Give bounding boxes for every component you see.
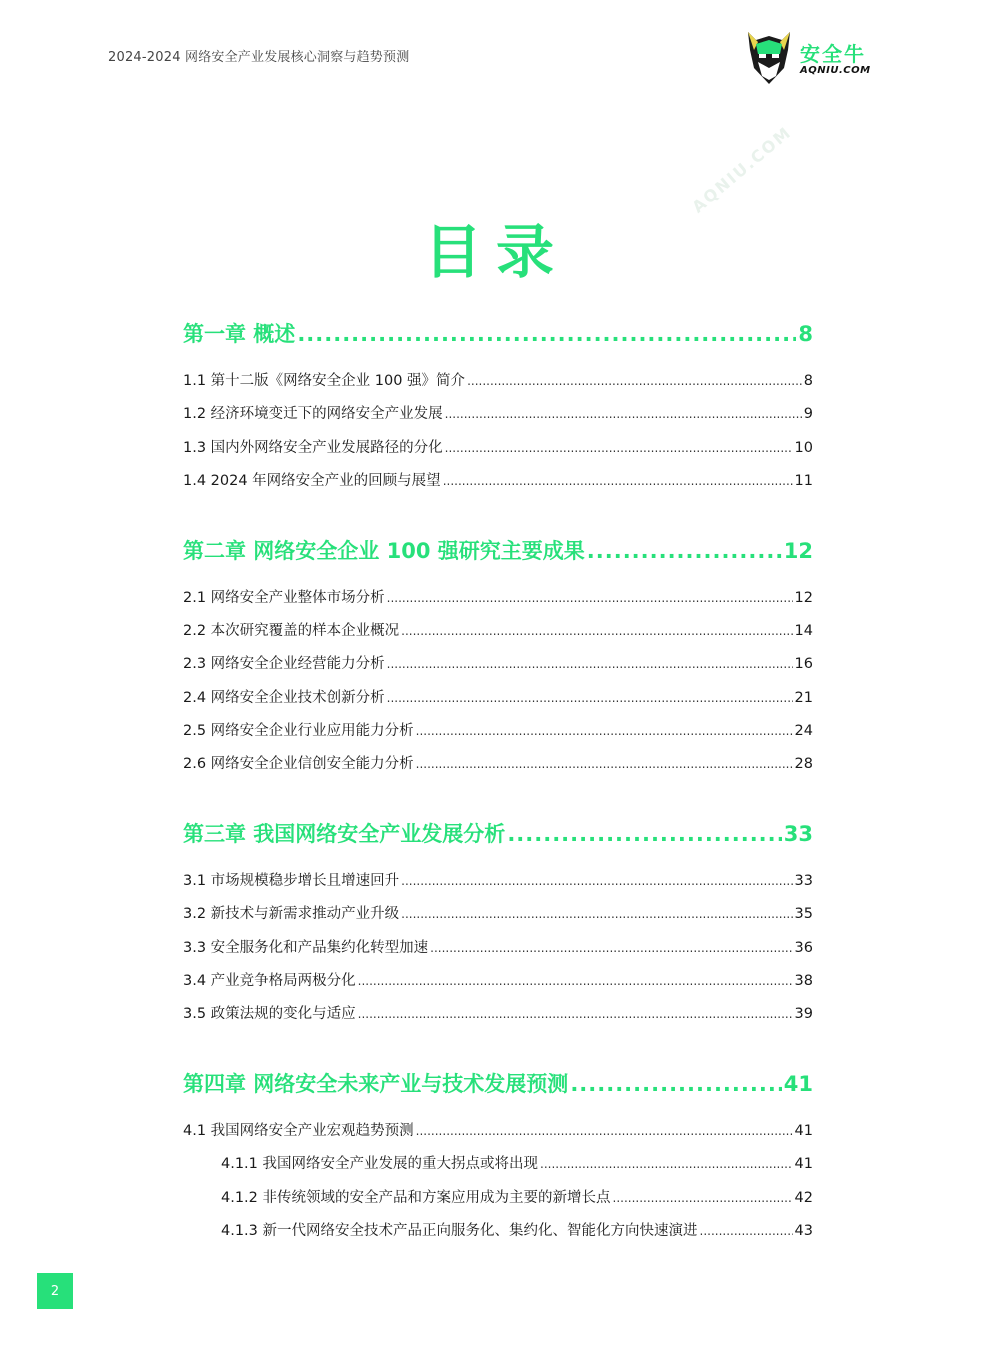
toc-page-number: 41 bbox=[794, 1123, 813, 1139]
toc-section-3-4[interactable] bbox=[183, 969, 813, 990]
logo bbox=[744, 28, 874, 86]
toc-entry-title: 4.1.2 非传统领域的安全产品和方案应用成为主要的新增长点 bbox=[221, 1190, 611, 1206]
toc-entry-title: 3.3 安全服务化和产品集约化转型加速 bbox=[183, 940, 429, 956]
toc-section-1-2[interactable] bbox=[183, 402, 813, 423]
toc-page-number: 28 bbox=[794, 756, 813, 772]
watermark: AQNIU.COM bbox=[688, 122, 796, 217]
toc-entry-title: 4.1.3 新一代网络安全技术产品正向服务化、集约化、智能化方向快速演进 bbox=[221, 1223, 698, 1239]
toc-section-2-6[interactable] bbox=[183, 752, 813, 773]
toc-section-2-1[interactable] bbox=[183, 586, 813, 607]
toc-section-4-1[interactable] bbox=[183, 1119, 813, 1140]
toc-entry-title: 2.6 网络安全企业信创安全能力分析 bbox=[183, 756, 414, 772]
toc-entry-title: 第四章 网络安全未来产业与技术发展预测 bbox=[183, 1072, 569, 1096]
bull-mascot-icon bbox=[744, 28, 794, 86]
toc-page-number: 10 bbox=[794, 440, 813, 456]
toc-chapter-2[interactable] bbox=[183, 535, 813, 565]
toc-entry-title: 1.3 国内外网络安全产业发展路径的分化 bbox=[183, 440, 443, 456]
toc-entry-title: 第二章 网络安全企业 100 强研究主要成果 bbox=[183, 539, 585, 563]
toc-page-number: 24 bbox=[794, 723, 813, 739]
toc-section-3-5[interactable] bbox=[183, 1002, 813, 1023]
page-number-badge: 2 bbox=[37, 1273, 73, 1309]
toc-entry-title: 3.5 政策法规的变化与适应 bbox=[183, 1006, 356, 1022]
toc-chapter-1[interactable] bbox=[183, 318, 813, 348]
toc-page-number: 42 bbox=[794, 1190, 813, 1206]
toc-entry-title: 1.1 第十二版《网络安全企业 100 强》简介 bbox=[183, 373, 466, 389]
toc-page-number: 12 bbox=[783, 539, 813, 563]
toc-section-1-3[interactable] bbox=[183, 436, 813, 457]
toc-section-2-2[interactable] bbox=[183, 619, 813, 640]
page-title: 目录 bbox=[423, 218, 568, 286]
toc-entry-title: 2.5 网络安全企业行业应用能力分析 bbox=[183, 723, 414, 739]
toc-page-number: 12 bbox=[794, 590, 813, 606]
toc-page-number: 11 bbox=[794, 473, 813, 489]
toc-page-number: 38 bbox=[794, 973, 813, 989]
header-title: 2024-2024 网络安全产业发展核心洞察与趋势预测 bbox=[108, 50, 410, 65]
toc-entry-title: 4.1.1 我国网络安全产业发展的重大拐点或将出现 bbox=[221, 1156, 539, 1172]
toc-entry-title: 1.4 2024 年网络安全产业的回顾与展望 bbox=[183, 473, 441, 489]
toc-section-3-2[interactable] bbox=[183, 902, 813, 923]
toc-entry-title: 第三章 我国网络安全产业发展分析 bbox=[183, 822, 506, 846]
logo-chinese-text: 安全牛 bbox=[800, 42, 866, 66]
toc-section-2-5[interactable] bbox=[183, 719, 813, 740]
toc-page-number: 41 bbox=[794, 1156, 813, 1172]
toc-page-number: 33 bbox=[783, 822, 813, 846]
toc-section-4-1-3[interactable] bbox=[221, 1219, 813, 1240]
toc-page-number: 41 bbox=[783, 1072, 813, 1096]
toc-entry-title: 3.4 产业竞争格局两极分化 bbox=[183, 973, 356, 989]
toc-entry-title: 4.1 我国网络安全产业宏观趋势预测 bbox=[183, 1123, 414, 1139]
toc-section-1-4[interactable] bbox=[183, 469, 813, 490]
toc-page-number: 16 bbox=[794, 656, 813, 672]
toc-page-number: 43 bbox=[794, 1223, 813, 1239]
toc-entry-title: 3.1 市场规模稳步增长且增速回升 bbox=[183, 873, 400, 889]
toc-page-number: 35 bbox=[794, 906, 813, 922]
toc-entry-title: 2.4 网络安全企业技术创新分析 bbox=[183, 690, 385, 706]
toc-entry-title: 2.2 本次研究覆盖的样本企业概况 bbox=[183, 623, 400, 639]
toc-entry-title: 2.3 网络安全企业经营能力分析 bbox=[183, 656, 385, 672]
toc-entry-title: 3.2 新技术与新需求推动产业升级 bbox=[183, 906, 400, 922]
toc-entry-title: 第一章 概述 bbox=[183, 322, 296, 346]
toc-page-number: 14 bbox=[794, 623, 813, 639]
toc-section-2-3[interactable] bbox=[183, 652, 813, 673]
toc-page-number: 36 bbox=[794, 940, 813, 956]
toc-entry-title: 2.1 网络安全产业整体市场分析 bbox=[183, 590, 385, 606]
toc-chapter-4[interactable] bbox=[183, 1068, 813, 1098]
toc-section-1-1[interactable] bbox=[183, 369, 813, 390]
toc-page-number: 21 bbox=[794, 690, 813, 706]
toc-chapter-3[interactable] bbox=[183, 818, 813, 848]
toc-section-3-3[interactable] bbox=[183, 936, 813, 957]
toc-section-4-1-2[interactable] bbox=[221, 1186, 813, 1207]
toc-page-number: 39 bbox=[794, 1006, 813, 1022]
toc-page-number: 8 bbox=[803, 373, 813, 389]
toc-page-number: 8 bbox=[798, 322, 813, 346]
toc-section-4-1-1[interactable] bbox=[221, 1152, 813, 1173]
toc-section-3-1[interactable] bbox=[183, 869, 813, 890]
toc-page-number: 33 bbox=[794, 873, 813, 889]
toc-section-2-4[interactable] bbox=[183, 686, 813, 707]
toc-page-number: 9 bbox=[803, 406, 813, 422]
logo-english-text: AQNIU.COM bbox=[800, 65, 871, 76]
toc-entry-title: 1.2 经济环境变迁下的网络安全产业发展 bbox=[183, 406, 443, 422]
